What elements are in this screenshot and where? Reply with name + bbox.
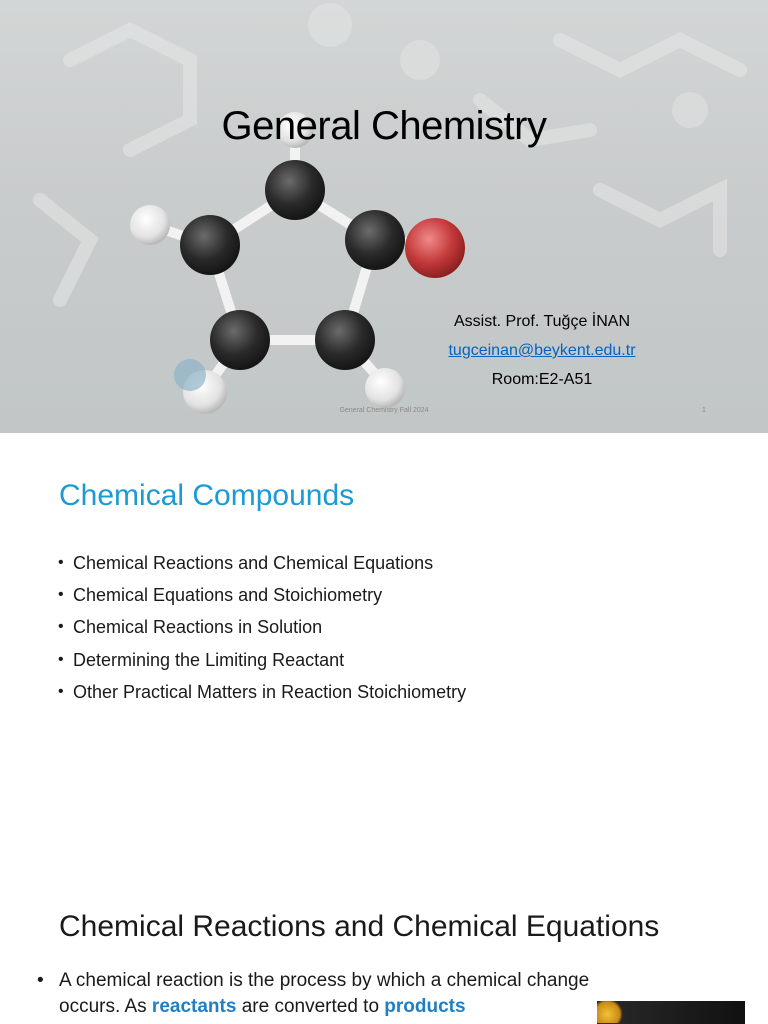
content-paragraph	[37, 968, 597, 1020]
slide-footer: General Chemistry Fall 2024	[339, 407, 429, 414]
molecule-background-image	[0, 0, 768, 433]
author-name: Assist. Prof. Tuğçe İNAN	[453, 313, 631, 330]
paragraph-text: are converted to	[236, 996, 385, 1017]
flame-icon	[597, 1001, 623, 1023]
title-slide	[0, 0, 768, 433]
outline-item: • Chemical Reactions and Chemical Equations	[58, 549, 466, 581]
keyword-reactants: reactants	[151, 996, 237, 1017]
outline-item: • Other Practical Matters in Reaction Stoichiometry	[58, 678, 466, 710]
keyword-products: products	[384, 996, 466, 1017]
outline-item: • Chemical Reactions in Solution	[58, 613, 466, 645]
author-email-link[interactable]: tugceinan@beykent.edu.tr	[448, 342, 636, 359]
outline-list	[58, 549, 466, 710]
outline-slide	[0, 433, 768, 863]
outline-item: • Chemical Equations and Stoichiometry	[58, 581, 466, 613]
slide-page-number: 1	[702, 407, 706, 414]
slide-title: General Chemistry	[221, 104, 547, 148]
outline-item: • Determining the Limiting Reactant	[58, 646, 466, 678]
paragraph-text: A chemical reaction is the process by which a chemical change occurs. As	[59, 970, 590, 1017]
room-number: Room:E2-A51	[491, 371, 593, 388]
bullet-marker: •	[37, 970, 44, 991]
reaction-photo	[597, 1001, 745, 1024]
outline-title: Chemical Compounds	[59, 479, 355, 512]
content-slide	[0, 863, 768, 1024]
content-title: Chemical Reactions and Chemical Equations	[59, 910, 660, 943]
